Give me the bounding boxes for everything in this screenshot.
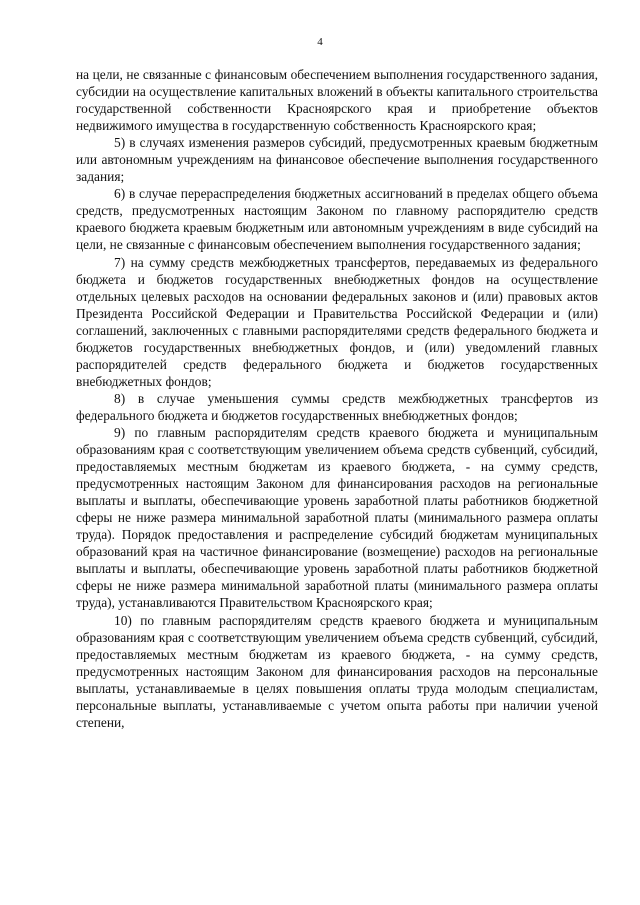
paragraph-item-9: 9) по главным распорядителям средств краевого бюджета и муниципальным образованиям края с соответствующим увеличением объема средств субвенций, субсидий, предоставляемых местным бюджетам из краевого бюджета, - на сумму средств, предусмотренных настоящим Законом для финансирования расходов на региональные выплаты и выплаты, обеспечивающие уровень заработной платы работников бюджетной сферы не ниже размера минимальной заработной платы (минимального размера оплаты труда). Порядок предоставления и распределение субсидий бюджетам муниципальных образований края на частичное финансирование (возмещение) расходов на региональные выплаты и выплаты, обеспечивающие уровень заработной платы работников бюджетной сферы не ниже размера минимальной заработной платы (минимального размера оплаты труда), устанавливаются Правительством Красноярского края; xyxy=(76,424,598,611)
paragraph-item-10: 10) по главным распорядителям средств краевого бюджета и муниципальным образованиям края с соответствующим увеличением объема средств субвенций, субсидий, предоставляемых местным бюджетам из краевого бюджета, - на сумму средств, предусмотренных настоящим Законом для финансирования расходов на персональные выплаты, устанавливаемые в целях повышения оплаты труда молодым специалистам, персональные выплаты, устанавливаемые с учетом опыта работы при наличии ученой степени, xyxy=(76,612,598,730)
paragraph-item-5: 5) в случаях изменения размеров субсидий, предусмотренных краевым бюджетным или автономным учреждениям на финансовое обеспечение выполнения государственного задания; xyxy=(76,135,598,185)
page-number: 4 xyxy=(317,36,323,48)
document-body xyxy=(76,66,598,731)
paragraph-continuation: на цели, не связанные с финансовым обеспечением выполнения государственного задания, субсидии на осуществление капитальных вложений в объекты капитального строительства государственной собственности Красноярского края и приобретение объектов недвижимого имущества в государственную собственность Красноярского края; xyxy=(76,67,598,134)
paragraph-item-8: 8) в случае уменьшения суммы средств межбюджетных трансфертов из федерального бюджета и бюджетов государственных внебюджетных фондов; xyxy=(76,390,598,423)
paragraph-item-7: 7) на сумму средств межбюджетных трансфертов, передаваемых из федерального бюджета и бюджетов государственных внебюджетных фондов на осуществление отдельных целевых расходов на основании федеральных законов и (или) правовых актов Президента Российской Федерации и Правительства Российской Федерации и (или) соглашений, заключенных с главными распорядителями средств федерального бюджета и бюджетов государственных внебюджетных фондов, и (или) уведомлений главных распорядителей средств федерального бюджета и бюджетов государственных внебюджетных фондов; xyxy=(76,254,598,389)
paragraph-item-6: 6) в случае перераспределения бюджетных ассигнований в пределах общего объема средств, предусмотренных настоящим Законом по главному распорядителю средств краевого бюджета краевым бюджетным или автономным учреждениям в виде субсидий на цели, не связанные с финансовым обеспечением выполнения государственного задания; xyxy=(76,186,598,253)
